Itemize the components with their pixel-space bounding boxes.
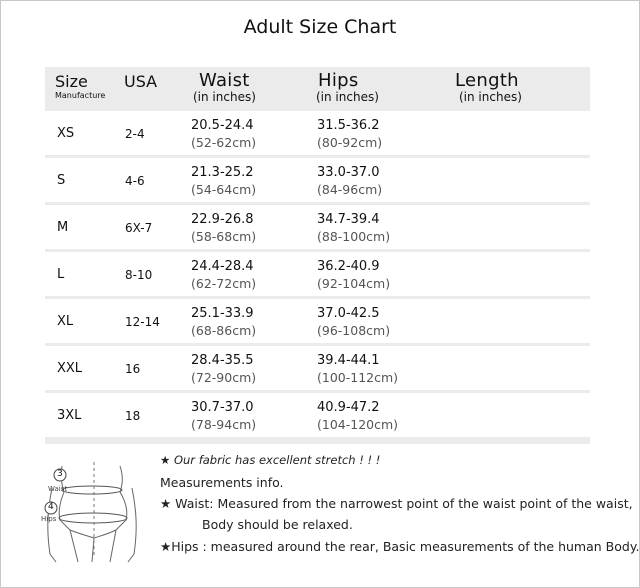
row-size: M [57, 220, 69, 235]
waist-cm: (72-90cm) [191, 370, 257, 385]
row-hips [317, 117, 382, 151]
table-row [45, 158, 590, 202]
header-hips [316, 70, 379, 104]
row-waist [191, 352, 256, 386]
waist-cm: (58-68cm) [191, 229, 257, 244]
row-hips [317, 258, 390, 292]
body-outline-icon [40, 458, 140, 568]
hips-cm: (88-100cm) [317, 229, 391, 244]
waist-cm: (68-86cm) [191, 323, 257, 338]
hips-cm: (92-104cm) [317, 276, 391, 291]
body-measurement-figure [40, 458, 140, 568]
row-usa-size: 18 [125, 409, 141, 423]
hips-cm: (80-92cm) [317, 135, 383, 150]
table-row [45, 346, 590, 390]
header-waist [193, 70, 256, 104]
waist-inches: 28.4-35.5 [191, 353, 254, 368]
header-size-sublabel: Manufacture [55, 91, 106, 100]
header-waist-label: Waist [199, 70, 250, 91]
header-hips-unit: (in inches) [316, 90, 379, 104]
hips-inches: 36.2-40.9 [317, 259, 380, 274]
table-body [45, 111, 590, 437]
hips-inches: 39.4-44.1 [317, 353, 380, 368]
header-length [455, 70, 522, 104]
hips-inches: 40.9-47.2 [317, 400, 380, 415]
header-length-unit: (in inches) [459, 90, 522, 104]
waist-inches: 21.3-25.2 [191, 165, 254, 180]
waist-cm: (52-62cm) [191, 135, 257, 150]
header-waist-unit: (in inches) [193, 90, 256, 104]
row-waist [191, 211, 256, 245]
stretch-note: ★ Our fabric has excellent stretch ! ! ! [160, 453, 381, 467]
row-size: 3XL [57, 408, 82, 423]
waist-cm: (78-94cm) [191, 417, 257, 432]
size-table [45, 67, 590, 444]
hips-label: Hips [41, 515, 57, 523]
row-size: L [57, 267, 65, 282]
row-waist [191, 305, 256, 339]
waist-note-continued: Body should be relaxed. [202, 517, 353, 532]
table-row [45, 205, 590, 249]
row-waist [191, 117, 256, 151]
row-usa-size: 2-4 [125, 127, 145, 141]
table-row [45, 111, 590, 155]
row-size: XXL [57, 361, 83, 376]
row-usa-size: 8-10 [125, 268, 153, 282]
hips-inches: 37.0-42.5 [317, 306, 380, 321]
row-hips [317, 399, 398, 433]
table-row [45, 252, 590, 296]
page-title: Adult Size Chart [243, 16, 397, 38]
row-hips [317, 164, 382, 198]
waist-inches: 24.4-28.4 [191, 259, 254, 274]
table-row [45, 393, 590, 437]
waist-inches: 30.7-37.0 [191, 400, 254, 415]
waist-inches: 25.1-33.9 [191, 306, 254, 321]
hips-inches: 31.5-36.2 [317, 118, 380, 133]
row-hips [317, 352, 398, 386]
row-size: XL [57, 314, 74, 329]
waist-cm: (62-72cm) [191, 276, 257, 291]
header-usa-label: USA [124, 72, 158, 91]
row-usa-size: 4-6 [125, 174, 145, 188]
row-waist [191, 258, 256, 292]
hips-cm: (104-120cm) [317, 417, 399, 432]
row-usa-size: 6X-7 [125, 221, 153, 235]
waist-inches: 20.5-24.4 [191, 118, 254, 133]
row-hips [317, 305, 390, 339]
marker-3-label: 3 [57, 469, 63, 479]
row-size: S [57, 173, 66, 188]
hips-inches: 33.0-37.0 [317, 165, 380, 180]
header-size-label: Size [55, 72, 88, 91]
waist-cm: (54-64cm) [191, 182, 257, 197]
table-header [45, 67, 590, 111]
header-length-label: Length [455, 70, 519, 91]
row-hips [317, 211, 390, 245]
hips-inches: 34.7-39.4 [317, 212, 380, 227]
row-usa-size: 16 [125, 362, 141, 376]
waist-inches: 22.9-26.8 [191, 212, 254, 227]
marker-4-label: 4 [48, 502, 54, 512]
row-waist [191, 399, 256, 433]
hips-cm: (84-96cm) [317, 182, 383, 197]
measurements-info-heading: Measurements info. [160, 475, 284, 490]
table-bottom-strip [45, 440, 590, 444]
row-usa-size: 12-14 [125, 315, 160, 329]
table-row [45, 299, 590, 343]
row-size: XS [57, 126, 75, 141]
hips-note: ★Hips : measured around the rear, Basic measurements of the human Body. [160, 539, 640, 554]
row-waist [191, 164, 256, 198]
header-usa [124, 72, 157, 91]
hips-cm: (100-112cm) [317, 370, 399, 385]
header-hips-label: Hips [318, 70, 359, 91]
waist-label: Waist [48, 485, 68, 493]
waist-note: ★ Waist: Measured from the narrowest point of the waist point of the waist, [160, 496, 633, 511]
hips-cm: (96-108cm) [317, 323, 391, 338]
header-size [55, 72, 105, 100]
